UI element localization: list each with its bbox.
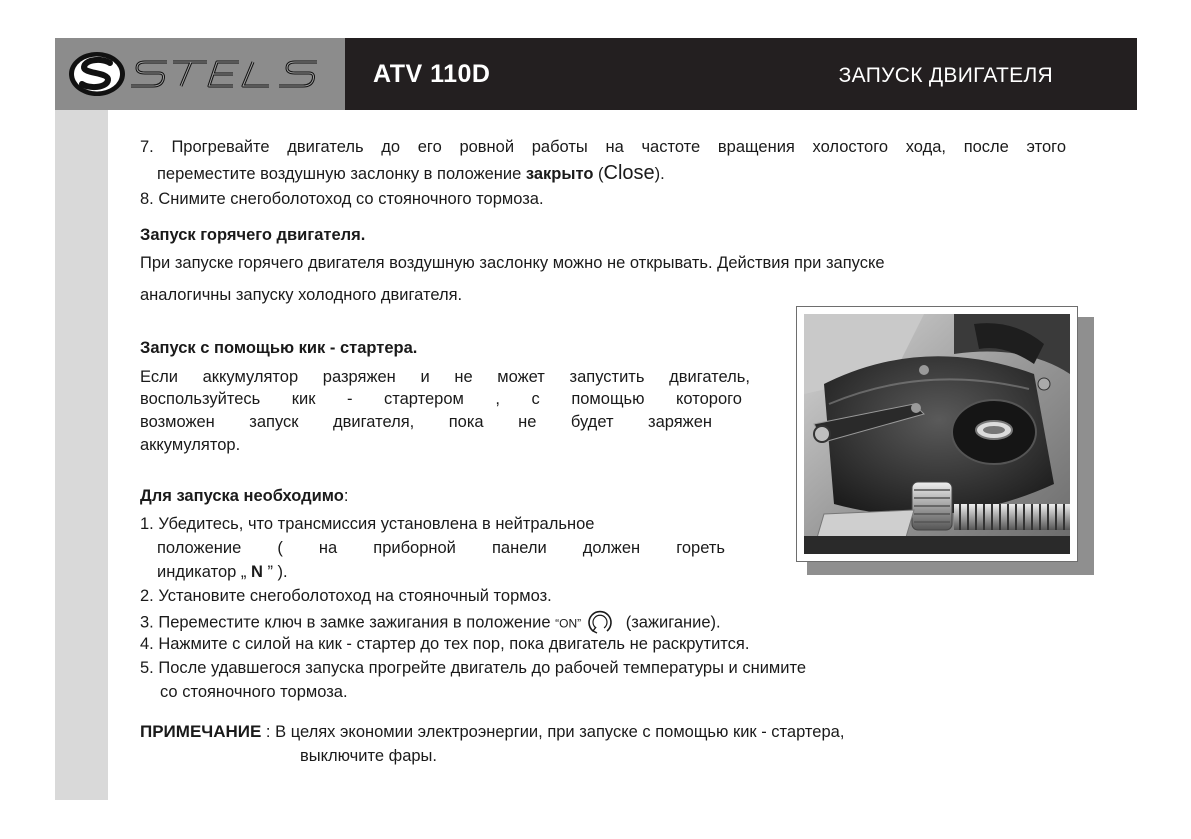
page-header	[55, 38, 1137, 110]
step-3: 3. Переместите ключ в замке зажигания в положение “ON” (зажигание).	[140, 609, 721, 637]
step-2: 2. Установите снегоболотоход на стояночный тормоз.	[140, 587, 552, 605]
kick-starter-photo	[796, 306, 1078, 562]
note-label: ПРИМЕЧАНИЕ	[140, 722, 262, 741]
step-7-line-1: 7. Прогревайте двигатель до его ровной работы на частоте вращения холостого хода, после этого	[140, 138, 1066, 156]
kick-start-line-4: аккумулятор.	[140, 436, 241, 454]
ignition-on-icon	[585, 607, 615, 635]
kick-start-title: Запуск с помощью кик - стартера.	[140, 339, 418, 357]
kick-start-line-1: Если аккумулятор разряжен и не может запустить двигатель,	[140, 368, 750, 386]
section-title: ЗАПУСК ДВИГАТЕЛЯ	[838, 64, 1053, 87]
note-line-1: ПРИМЕЧАНИЕ : В целях экономии электроэнергии, при запуске с помощью кик - стартера,	[140, 722, 845, 741]
step-1-line-1: 1. Убедитесь, что трансмиссия установлена в нейтральное	[140, 515, 595, 533]
step-1-line-2: положение ( на приборной панели должен гореть	[157, 539, 725, 557]
hot-start-title: Запуск горячего двигателя.	[140, 226, 366, 244]
requirements-title: Для запуска необходимо:	[140, 487, 349, 505]
close-word: Close	[603, 162, 655, 184]
stels-logo-icon	[67, 50, 335, 98]
step-5-line-1: 5. После удавшегося запуска прогрейте двигатель до рабочей температуры и снимите	[140, 659, 807, 677]
kick-start-line-2: воспользуйтесь кик - стартером , с помощью которого	[140, 390, 742, 408]
step-8: 8. Снимите снегоболотоход со стояночного тормоза.	[140, 190, 544, 208]
hot-start-line-2: аналогичны запуску холодного двигателя.	[140, 286, 463, 304]
neutral-indicator: N	[250, 563, 263, 581]
hot-start-line-1: При запуске горячего двигателя воздушную заслонку можно не открывать. Действия при запуске	[140, 254, 885, 272]
step-4: 4. Нажмите с силой на кик - стартер до тех пор, пока двигатель не раскрутится.	[140, 635, 750, 653]
step-1-line-3: индикатор „ N ” ).	[157, 563, 288, 581]
step-5-line-2: со стояночного тормоза.	[160, 683, 348, 701]
side-margin-strip	[55, 110, 108, 800]
note-line-2: выключите фары.	[300, 747, 437, 765]
logo-box	[55, 38, 345, 110]
closed-label: закрыто	[525, 165, 594, 183]
step-7-line-2: переместите воздушную заслонку в положение закрыто (Close).	[157, 162, 665, 184]
on-label: “ON”	[555, 616, 582, 631]
kick-start-line-3: возможен запуск двигателя, пока не будет заряжен	[140, 413, 712, 431]
model-title: ATV 110D	[373, 60, 491, 88]
kick-starter-illustration	[804, 314, 1070, 554]
